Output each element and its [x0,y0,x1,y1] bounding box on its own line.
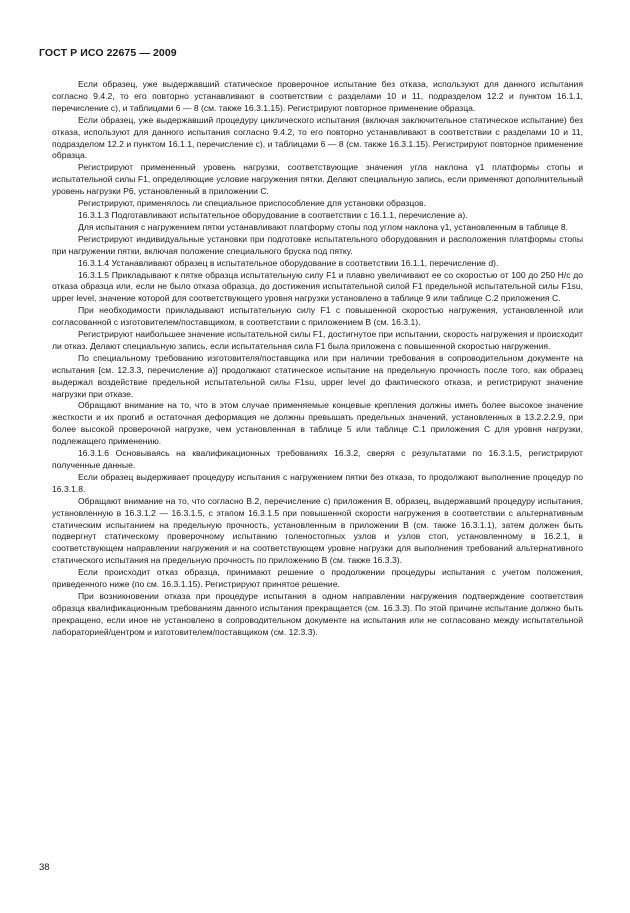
paragraph: Обращают внимание на то, что согласно В.2, перечисление с) приложения В, образец, выдержавший процедуру испытания, установленную в 16.3.1.2 — 16.3.1.5, с этапом 16.3.1.5 при повышенной скорости нагружения в соответствии с альтернативным статическим испытанием на предельную прочность, установленным в приложении В (см. также 16.3.1.1), затем должен быть подвергнут статическому проверочному испытанию голеностопных узлов и узлов стоп, установленному в 16.2.1, в соответствующем направлении нагружения и на соответствующем уровне нагрузки для выполнения требований альтернативного статического испытания на предельную прочность по приложению В (см. также 16.3.3). [52,495,583,566]
paragraph: Для испытания с нагружением пятки устанавливают платформу стопы под углом наклона γ1, установленным в таблице 8. [78,221,569,232]
paragraph: Регистрируют индивидуальные установки при подготовке испытательного оборудования и расположения платформы стопы при нагружении пятки, включая положение специального бруска под пятку. [52,233,583,256]
paragraph: Обращают внимание на то, что в этом случае применяемые концевые крепления должны иметь более высокое значение жесткости и их прогиб и остаточная деформация не должны превышать предельных значений, установленных в 13.2.2.2.9, при более высокой проверочной нагрузке, чем установленная в таблице 5 или таблице С.1 приложения С для уровня нагрузки, подлежащего применению. [52,400,583,447]
paragraph: Если образец, уже выдержавший процедуру циклического испытания (включая заключительное статическое испытание) без отказа, используют для данного испытания согласно 9.4.2, то его повторно устанавливают в соответствии с разделами 10 и 11, подразделом 12.2 и пунктом 16.1.1, перечисление с), и таблицами 6 — 8 (см. также 16.3.1.15). Регистрируют повторное применение образца. [52,114,583,161]
paragraph: Если образец выдерживает процедуру испытания с нагружением пятки без отказа, то продолжают выполнение процедур по 16.3.1.8. [52,471,583,494]
body-text [52,79,583,639]
paragraph: 16.3.1.3 Подготавливают испытательное оборудование в соответствии с 16.1.1, перечисление а). [78,209,468,220]
paragraph: 16.3.1.5 Прикладывают к пятке образца испытательную силу F1 и плавно увеличивают ее со скоростью от 100 до 250 Н/с до отказа образца или, если не было отказа образца, до достижения испытательной силой F1 предельной испытательной силы F1su, upper level, значение которой для соответствующего уровня нагрузки установлено в таблице 9 или таблице С.2 приложения С. [52,269,583,304]
paragraph: Если образец, уже выдержавший статическое проверочное испытание без отказа, используют для данного испытания согласно 9.4.2, то его повторно устанавливают в соответствии с разделами 10 и 11, подразделом 12.2 и пунктом 16.1.1, перечисление с), и таблицами 6 — 8 (см. также 16.3.1.15). Регистрируют повторное применение образца. [52,79,583,113]
document-header: ГОСТ Р ИСО 22675 — 2009 [39,47,177,59]
paragraph: При необходимости прикладывают испытательную силу F1 с повышенной скоростью нагружения, установленной или согласованной с изготовителем/поставщиком, в соответствии с приложением В (см. 16.3.1). [52,305,583,328]
paragraph: По специальному требованию изготовителя/поставщика или при наличии требования в сопроводительном документе на испытания [см. 12.3.3, перечисление а)] продолжают статическое испытание на предельную прочность после того, как образец выдержал воздействие предельной испытательной силы F1su, upper level до фактического отказа, и регистрируют значение нагрузки при отказе. [52,352,583,399]
paragraph: 16.3.1.6 Основываясь на квалификационных требованиях 16.3.2, сверяя с результатами по 16.3.1.5, регистрируют полученные данные. [52,448,583,470]
paragraph: При возникновении отказа при процедуре испытания в одном направлении нагружения подтверждение соответствия образца квалификационным требованиям данного испытания прекращается (см. 16.3.3). По этой причине испытание должно быть прекращено, если иное не установлено в сопроводительном документе на испытания или не согласовано между испытательной лабораторией/центром и изготовителем/поставщиком (см. 12.3.3). [52,590,583,637]
paragraph: Регистрируют наибольшее значение испытательной силы F1, достигнутое при испытании, скорость нагружения и происходит ли отказ. Делают специальную запись, если испытательная сила F1 была приложена с повышенной скоростью нагружения. [52,329,583,351]
paragraph: Регистрируют примененный уровень нагрузки, соответствующие значения угла наклона γ1 платформы стопы и испытательной силы F1, определяющие условие нагружения пятки. Делают специальную запись, если применяют дополнительный уровень нагрузки Р6, установленный в приложении С. [52,162,583,197]
paragraph: Если происходит отказ образца, принимают решение о продолжении процедуры испытания с учетом положения, приведенного ниже (по см. 16.3.1.15). Регистрируют принятое решение. [52,567,583,590]
paragraph: Регистрируют, применялось ли специальное приспособление для установки образцов. [78,198,426,209]
page-number: 38 [39,862,50,873]
paragraph: 16.3.1.4 Устанавливают образец в испытательное оборудование в соответствии 16.1.1, перечисление d). [78,257,499,268]
